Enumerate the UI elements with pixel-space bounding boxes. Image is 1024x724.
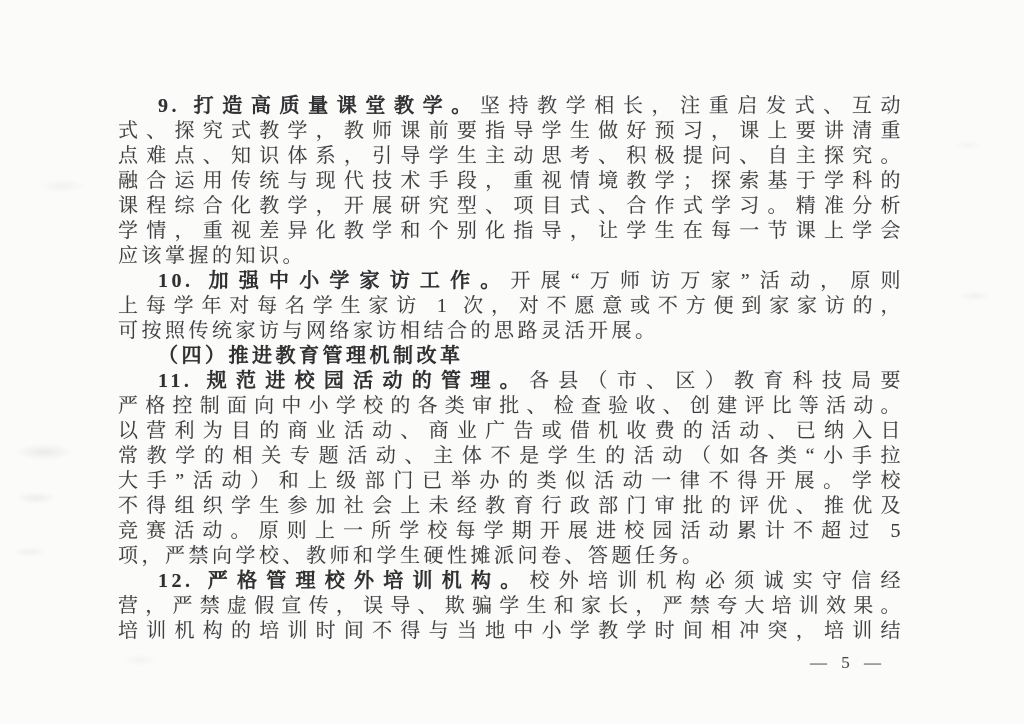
paragraph-text: 大手”活动）和上级部门已举办的类似活动一律不得开展。学校 (118, 470, 904, 492)
paragraph-text: 融合运用传统与现代技术手段，重视情境教学；探索基于学科的 (118, 170, 904, 192)
text-line (118, 169, 904, 194)
page-number: — 5 — (810, 653, 886, 672)
paragraph-heading: 10. 加强中小学家访工作。 (158, 270, 511, 292)
paragraph-text: 上每学年对每名学生家访 1 次，对不愿意或不方便到家家访的， (118, 295, 904, 317)
paragraph-text: 点难点、知识体系，引导学生主动思考、积极提问、自主探究。 (118, 145, 904, 167)
paragraph-text: 学情，重视差异化教学和个别化指导，让学生在每一节课上学会 (118, 220, 904, 242)
text-line (118, 594, 904, 619)
paragraph-text: 坚持教学相长，注重启发式、互动 (479, 95, 904, 117)
text-line (118, 444, 904, 469)
paragraph-text: 严格控制面向中小学校的各类审批、检查验收、创建评比等活动。 (118, 395, 904, 417)
document-body (118, 94, 904, 644)
paragraph-text: 不得组织学生参加社会上未经教育行政部门审批的评优、推优及 (118, 495, 904, 517)
text-line (118, 344, 904, 369)
paragraph-heading: 11. 规范进校园活动的管理。 (158, 370, 529, 392)
paragraph-text: 课程综合化教学，开展研究型、项目式、合作式学习。精准分析 (118, 195, 904, 217)
paragraph-text: 开展“万师访万家”活动，原则 (510, 270, 904, 292)
paragraph-text: 各县（市、区）教育科技局要 (528, 370, 904, 392)
text-line (118, 244, 904, 269)
paragraph-heading: 12. 严格管理校外培训机构。 (158, 570, 530, 592)
text-line (118, 394, 904, 419)
text-line (118, 544, 904, 569)
paragraph-text: 常教学的相关专题活动、主体不是学生的活动（如各类“小手拉 (118, 445, 904, 467)
paragraph-text: 竞赛活动。原则上一所学校每学期开展进校园活动累计不超过 5 (118, 520, 904, 542)
paragraph-heading: 9. 打造高质量课堂教学。 (158, 95, 480, 117)
text-line (118, 319, 904, 344)
paragraph-text: 式、探究式教学，教师课前要指导学生做好预习，课上要讲清重 (118, 120, 904, 142)
paragraph-text: 项，严禁向学校、教师和学生硬性摊派问卷、答题任务。 (118, 545, 706, 567)
paragraph-text: 以营利为目的商业活动、商业广告或借机收费的活动、已纳入日 (118, 420, 904, 442)
paragraph-text: 校外培训机构必须诚实守信经 (529, 570, 904, 592)
text-line (118, 419, 904, 444)
paragraph-text: 培训机构的培训时间不得与当地中小学教学时间相冲突，培训结 (118, 620, 904, 642)
text-line (118, 294, 904, 319)
text-line (118, 94, 904, 119)
text-line (118, 369, 904, 394)
paragraph-text: 应该掌握的知识。 (118, 245, 306, 267)
paragraph-text: 营，严禁虚假宣传，误导、欺骗学生和家长，严禁夸大培训效果。 (118, 595, 904, 617)
text-line (118, 144, 904, 169)
text-line (118, 269, 904, 294)
paragraph-text: 可按照传统家访与网络家访相结合的思路灵活开展。 (118, 320, 659, 342)
text-line (118, 619, 904, 644)
text-line (118, 494, 904, 519)
text-line (118, 219, 904, 244)
text-line (118, 469, 904, 494)
text-line (118, 119, 904, 144)
paragraph-heading: （四）推进教育管理机制改革 (158, 345, 464, 367)
text-line (118, 569, 904, 594)
text-line (118, 194, 904, 219)
text-line (118, 519, 904, 544)
